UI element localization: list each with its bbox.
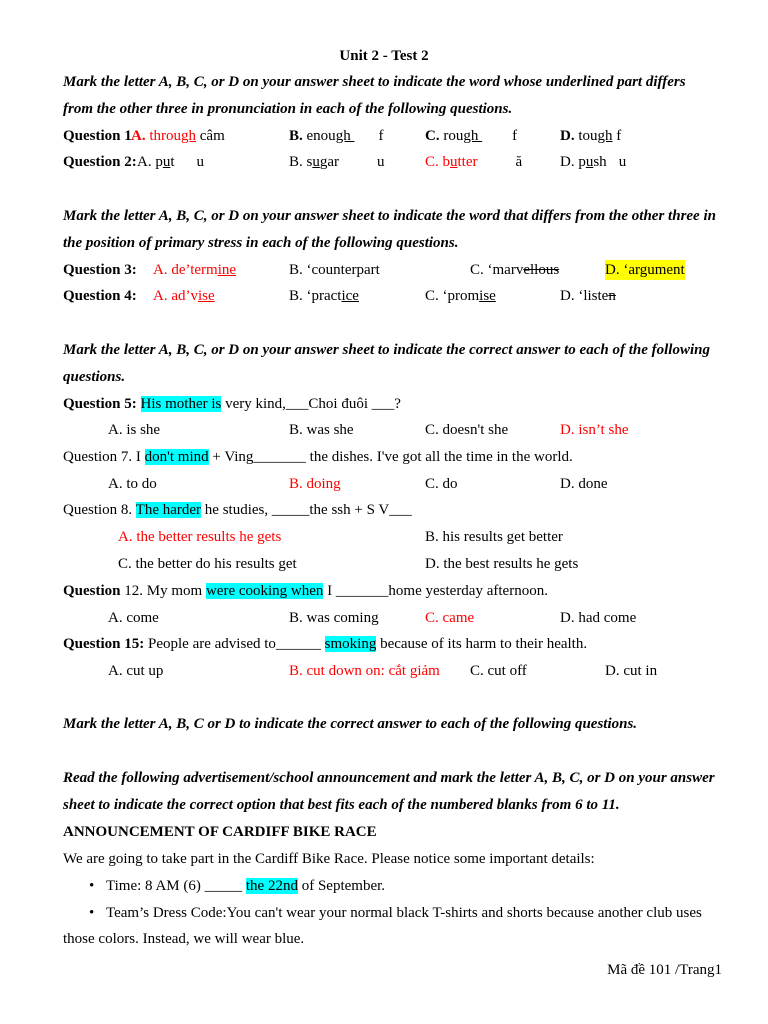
question-2-option-b: B. sugar u <box>289 154 385 170</box>
question-3 <box>63 260 723 280</box>
instruction-reading-1: Read the following advertisement/school announcement and mark the letter A, B, C, or D on your answer <box>63 770 715 786</box>
question-12-option-a: A. come <box>108 610 159 626</box>
question-8-stem: Question 8. The harder he studies, _____the ssh + S V___ <box>63 502 412 518</box>
page-title: Unit 2 - Test 2 <box>339 48 429 64</box>
question-8-options-row-1 <box>63 527 723 547</box>
question-4-option-a: A. ad’vise <box>153 288 215 304</box>
question-2 <box>63 152 723 172</box>
question-2-label: Question 2: <box>63 154 137 170</box>
question-3-option-d: D. ‘argument <box>605 262 685 278</box>
question-3-label: Question 3: <box>63 262 137 278</box>
question-1-option-a: A. through câm <box>131 128 225 144</box>
question-2-option-c: C. butter ă <box>425 154 523 170</box>
question-8-options-row-2 <box>63 554 723 574</box>
instruction-correct-answer-2: questions. <box>63 369 126 385</box>
question-7-stem: Question 7. I don't mind + Ving_______ the dishes. I've got all the time in the world. <box>63 449 573 465</box>
question-1-option-b: B. enough f <box>289 128 384 144</box>
announcement-time: Time: 8 AM (6) _____ the 22nd of September. <box>106 878 386 894</box>
question-1-label: Question 1 <box>63 128 132 144</box>
question-1-option-d: D. tough f <box>560 128 622 144</box>
question-15-option-d: D. cut in <box>605 663 658 679</box>
question-15-options <box>63 661 723 681</box>
question-1-option-c: C. rough f <box>425 128 518 144</box>
question-7-option-b: B. doing <box>289 476 341 492</box>
question-2-option-a: A. put u <box>137 154 205 170</box>
question-12-stem: Question 12. My mom were cooking when I _______home yesterday afternoon. <box>63 583 548 599</box>
question-8-option-c: C. the better do his results get <box>118 556 297 572</box>
question-4-option-c: C. ‘promise <box>425 288 496 304</box>
announcement-dress-code-1: Team’s Dress Code:You can't wear your normal black T-shirts and shorts because another club uses <box>106 905 702 921</box>
question-4 <box>63 286 723 306</box>
question-7-option-d: D. done <box>560 476 608 492</box>
question-12-options <box>63 608 723 628</box>
question-12-option-b: B. was coming <box>289 610 379 626</box>
question-4-option-d: D. ‘listen <box>560 288 616 304</box>
question-7-option-a: A. to do <box>108 476 157 492</box>
page-footer: Mã đề 101 /Trang1 <box>607 962 722 978</box>
question-5-stem: Question 5: His mother is very kind,___Choi đuôi ___? <box>63 396 401 412</box>
announcement-intro: We are going to take part in the Cardiff Bike Race. Please notice some important details: <box>63 851 595 867</box>
question-3-option-b: B. ‘counterpart <box>289 262 380 278</box>
question-3-option-a: A. de’termine <box>153 262 237 278</box>
instruction-general: Mark the letter A, B, C or D to indicate the correct answer to each of the following questions. <box>63 716 638 732</box>
question-5-option-a: A. is she <box>108 422 161 438</box>
question-12-option-d: D. had come <box>560 610 637 626</box>
instruction-stress-2: the position of primary stress in each of the following questions. <box>63 235 459 251</box>
instruction-stress-1: Mark the letter A, B, C, or D on your answer sheet to indicate the word that differs from the other three in <box>63 208 716 224</box>
question-8-option-b: B. his results get better <box>425 529 563 545</box>
instruction-reading-2: sheet to indicate the correct option that best fits each of the numbered blanks from 6 to 11. <box>63 797 620 813</box>
announcement-dress-code-2: those colors. Instead, we will wear blue. <box>63 931 305 947</box>
question-7-options <box>63 474 723 494</box>
question-15-stem: Question 15: People are advised to______ smoking because of its harm to their health. <box>63 636 588 652</box>
question-15-option-c: C. cut off <box>470 663 527 679</box>
question-4-label: Question 4: <box>63 288 137 304</box>
question-15-option-b: B. cut down on: cắt giảm <box>289 663 440 679</box>
question-5-option-b: B. was she <box>289 422 354 438</box>
bullet-icon: • <box>89 878 95 894</box>
instruction-pronunciation-1: Mark the letter A, B, C, or D on your answer sheet to indicate the word whose underlined part differs <box>63 74 686 90</box>
instruction-correct-answer-1: Mark the letter A, B, C, or D on your answer sheet to indicate the correct answer to each of the following <box>63 342 710 358</box>
question-5-option-c: C. doesn't she <box>425 422 509 438</box>
question-5-options <box>63 420 723 440</box>
bullet-icon: • <box>89 905 95 921</box>
question-7-option-c: C. do <box>425 476 458 492</box>
question-8-option-d: D. the best results he gets <box>425 556 579 572</box>
question-1 <box>63 126 723 146</box>
question-3-option-c: C. ‘marvellous <box>470 262 560 278</box>
question-15-option-a: A. cut up <box>108 663 164 679</box>
question-12-option-c: C. came <box>425 610 475 626</box>
question-4-option-b: B. ‘practice <box>289 288 359 304</box>
question-8-option-a: A. the better results he gets <box>118 529 282 545</box>
question-2-option-d: D. push u <box>560 154 627 170</box>
announcement-title: ANNOUNCEMENT OF CARDIFF BIKE RACE <box>63 824 377 840</box>
instruction-pronunciation-2: from the other three in pronunciation in each of the following questions. <box>63 101 513 117</box>
question-5-option-d: D. isn’t she <box>560 422 629 438</box>
